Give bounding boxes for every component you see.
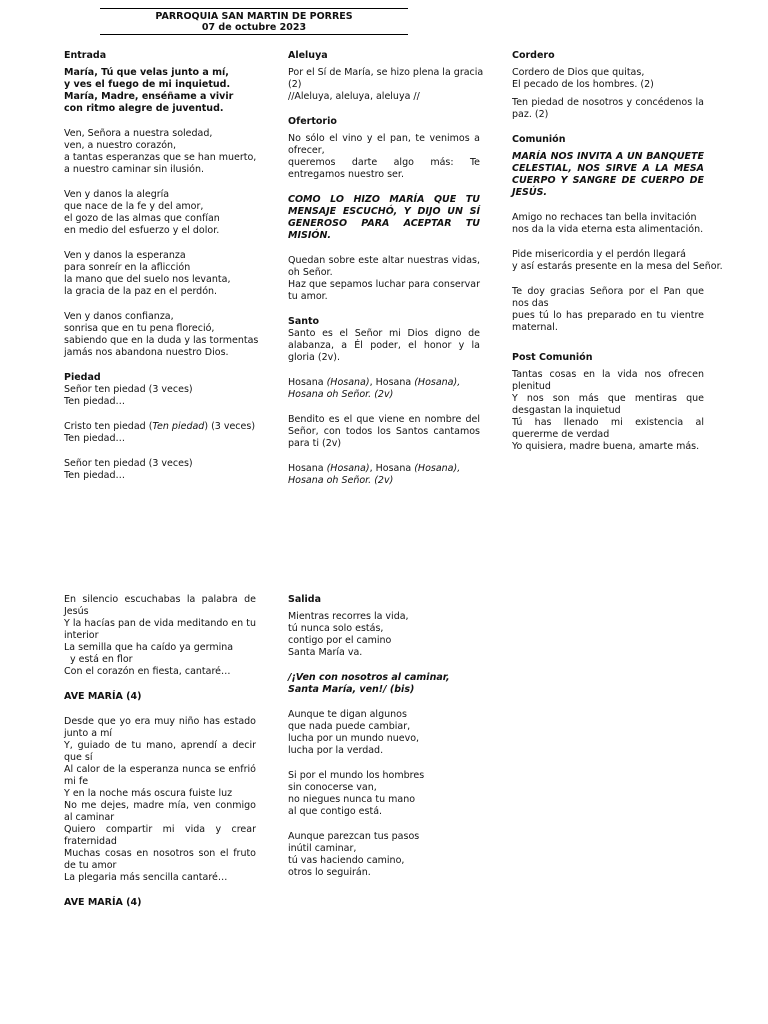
santo-p2: Bendito es el que viene en nombre del Señor, con todos los Santos cantamos para ti (2v) bbox=[288, 414, 480, 449]
line: Cordero de Dios que quitas, bbox=[512, 67, 645, 78]
santo-hosana-1 bbox=[288, 377, 480, 401]
column-left-top bbox=[64, 50, 259, 495]
santo-title: Santo bbox=[288, 316, 320, 327]
line: sonrisa que en tu pena floreció, bbox=[64, 323, 215, 334]
piedad-block-3 bbox=[64, 458, 256, 482]
salida-stanza-3 bbox=[288, 770, 480, 818]
text: (Hosana) bbox=[326, 377, 370, 388]
line: Ven y danos confianza, bbox=[64, 311, 174, 322]
salida-chorus bbox=[288, 672, 480, 696]
line: al que contigo está. bbox=[288, 806, 383, 817]
text: La semilla que ha caído ya germina bbox=[64, 642, 234, 653]
text: (Hosana) bbox=[326, 463, 370, 474]
line: a tantas esperanzas que se han muerto, bbox=[64, 152, 257, 163]
line: nos da la vida eterna esta alimentación. bbox=[512, 224, 704, 235]
aleluya-text bbox=[288, 67, 484, 103]
line: jamás nos abandona nuestro Dios. bbox=[64, 347, 229, 358]
text: Hosana oh Señor. (2v) bbox=[288, 389, 394, 400]
text: Ten piedad bbox=[152, 421, 205, 432]
line: la gracia de la paz en el perdón. bbox=[64, 286, 218, 297]
line: Ven y danos la esperanza bbox=[64, 250, 186, 261]
column-left-bottom bbox=[64, 594, 256, 922]
line: el gozo de las almas que confían bbox=[64, 213, 220, 224]
comunion-stanza-1 bbox=[512, 212, 704, 236]
line: lucha por la verdad. bbox=[288, 745, 384, 756]
text: Tantas cosas en la vida nos ofrecen plenitud bbox=[512, 369, 704, 392]
line: la mano que del suelo nos levanta, bbox=[64, 274, 231, 285]
ofertorio-title: Ofertorio bbox=[288, 116, 337, 127]
line: María, Tú que velas junto a mí, bbox=[64, 67, 229, 78]
entrada-stanza-4 bbox=[64, 311, 259, 359]
line: Señor ten piedad (3 veces) bbox=[64, 458, 193, 469]
santo-p1: Santo es el Señor mi Dios digno de alabanza, a Él poder, el honor y la gloria (2v). bbox=[288, 328, 480, 363]
line: Santa María va. bbox=[288, 647, 363, 658]
text: Hosana bbox=[288, 377, 327, 388]
text: Desde que yo era muy niño has estado junto a mí bbox=[64, 716, 256, 739]
comunion-chorus: MARÍA NOS INVITA A UN BANQUETE CELESTIAL, NOS SIRVE A LA MESA CUERPO Y SANGRE DE CUERPO DE JESÚS. bbox=[512, 151, 704, 198]
ofertorio-chorus: COMO LO HIZO MARÍA QUE TU MENSAJE ESCUCHÓ, Y DIJO UN SÍ GENEROSO PARA ACEPTAR TU MISIÓN. bbox=[288, 194, 480, 241]
text: Y, guiado de tu mano, aprendí a decir que sí bbox=[64, 740, 256, 763]
line: sabiendo que en la duda y las tormentas bbox=[64, 335, 259, 346]
text: Muchas cosas en nosotros son el fruto de tu amor bbox=[64, 848, 256, 871]
text: (Hosana), bbox=[414, 463, 461, 474]
postcomunion-text bbox=[512, 369, 704, 453]
text: En silencio escuchabas la palabra de Jesús bbox=[64, 594, 256, 617]
text: Y la hacías pan de vida meditando en tu interior bbox=[64, 618, 256, 641]
text: , Hosana bbox=[369, 377, 415, 388]
entrada-stanza-1 bbox=[64, 128, 256, 176]
line: (2) bbox=[288, 79, 302, 90]
santo-hosana-2 bbox=[288, 463, 480, 487]
text: Quiero compartir mi vida y crear fraternidad bbox=[64, 824, 256, 847]
comunion-title: Comunión bbox=[512, 134, 566, 145]
avemaria-stanza-2 bbox=[64, 716, 256, 884]
text: y está en flor bbox=[70, 654, 133, 665]
line: no niegues nunca tu mano bbox=[288, 794, 416, 805]
line: a nuestro caminar sin ilusión. bbox=[64, 164, 205, 175]
avemaria-refrain-2: AVE MARÍA (4) bbox=[64, 897, 142, 908]
header bbox=[100, 8, 408, 35]
salida-title: Salida bbox=[288, 594, 321, 605]
line: Amigo no rechaces tan bella invitación bbox=[512, 212, 697, 223]
line: /¡Ven con nosotros al caminar, bbox=[288, 672, 450, 683]
line: Ven y danos la alegría bbox=[64, 189, 170, 200]
line: tú vas haciendo camino, bbox=[288, 855, 405, 866]
line: con ritmo alegre de juventud. bbox=[64, 103, 224, 114]
date: 07 de octubre 2023 bbox=[201, 22, 307, 33]
line: Aunque parezcan tus pasos bbox=[288, 831, 420, 842]
line: tú nunca solo estás, bbox=[288, 623, 384, 634]
text: pues tú lo has preparado en tu vientre maternal. bbox=[512, 310, 704, 333]
line: Ten piedad… bbox=[64, 470, 125, 481]
avemaria-refrain-1: AVE MARÍA (4) bbox=[64, 691, 142, 702]
line: Ten piedad… bbox=[64, 396, 125, 407]
text: Hosana bbox=[288, 463, 327, 474]
column-middle-bottom bbox=[288, 594, 480, 892]
piedad-title: Piedad bbox=[64, 372, 101, 383]
column-right-top bbox=[512, 50, 723, 466]
cordero-text bbox=[512, 67, 704, 91]
line: Pide misericordia y el perdón llegará bbox=[512, 249, 686, 260]
text: Y en la noche más oscura fuiste luz bbox=[64, 788, 233, 799]
text: Quedan sobre este altar nuestras vidas, oh Señor. bbox=[288, 255, 480, 278]
text: La plegaria más sencilla cantaré… bbox=[64, 872, 228, 883]
line: que nada puede cambiar, bbox=[288, 721, 411, 732]
line: que nace de la fe y del amor, bbox=[64, 201, 204, 212]
line: contigo por el camino bbox=[288, 635, 392, 646]
text: Con el corazón en fiesta, cantaré… bbox=[64, 666, 231, 677]
line: otros lo seguirán. bbox=[288, 867, 371, 878]
entrada-title: Entrada bbox=[64, 50, 107, 61]
line: Ten piedad… bbox=[64, 433, 125, 444]
text: Yo quisiera, madre buena, amarte más. bbox=[512, 441, 700, 452]
line: Aunque te digan algunos bbox=[288, 709, 407, 720]
line: //Aleluya, aleluya, aleluya // bbox=[288, 91, 420, 102]
text: ) (3 veces) bbox=[204, 421, 256, 432]
piedad-block-2 bbox=[64, 421, 256, 445]
line: lucha por un mundo nuevo, bbox=[288, 733, 420, 744]
ofertorio-p1 bbox=[288, 133, 480, 181]
line: Mientras recorres la vida, bbox=[288, 611, 409, 622]
line: Si por el mundo los hombres bbox=[288, 770, 425, 781]
ofertorio-p2 bbox=[288, 255, 480, 303]
entrada-stanza-2 bbox=[64, 189, 256, 237]
avemaria-stanza-1 bbox=[64, 594, 256, 678]
cordero-text-2: Ten piedad de nosotros y concédenos la paz. (2) bbox=[512, 97, 704, 120]
text: (Hosana), bbox=[414, 377, 461, 388]
salida-stanza-2 bbox=[288, 709, 480, 757]
line: María, Madre, enséñame a vivir bbox=[64, 91, 234, 102]
text: , Hosana bbox=[369, 463, 415, 474]
line: El pecado de los hombres. (2) bbox=[512, 79, 654, 90]
text: Haz que sepamos luchar para conservar tu amor. bbox=[288, 279, 480, 302]
column-middle-top bbox=[288, 50, 484, 500]
line: Santa María, ven!/ (bis) bbox=[288, 684, 415, 695]
line: para sonreír en la aflicción bbox=[64, 262, 191, 273]
aleluya-title: Aleluya bbox=[288, 50, 328, 61]
postcomunion-title: Post Comunión bbox=[512, 352, 593, 363]
cordero-title: Cordero bbox=[512, 50, 555, 61]
text: No me dejes, madre mía, ven conmigo al caminar bbox=[64, 800, 256, 823]
line: en medio del esfuerzo y el dolor. bbox=[64, 225, 220, 236]
text: Hosana oh Señor. (2v) bbox=[288, 475, 394, 486]
line: ven, a nuestro corazón, bbox=[64, 140, 177, 151]
line bbox=[64, 421, 256, 433]
line: y así estarás presente en la mesa del Señor. bbox=[512, 261, 723, 272]
salida-stanza-4 bbox=[288, 831, 480, 879]
line: y ves el fuego de mi inquietud. bbox=[64, 79, 231, 90]
line: inútil caminar, bbox=[288, 843, 357, 854]
text: No sólo el vino y el pan, te venimos a ofrecer, bbox=[288, 133, 480, 156]
salida-stanza-1 bbox=[288, 611, 480, 659]
text: Te doy gracias Señora por el Pan que nos das bbox=[512, 286, 704, 309]
entrada-stanza-3 bbox=[64, 250, 256, 298]
comunion-stanza-3 bbox=[512, 286, 704, 334]
piedad-block-1 bbox=[64, 384, 256, 408]
text: queremos darte algo más: Te entregamos nuestro ser. bbox=[288, 157, 480, 180]
line: Por el Sí de María, se hizo plena la gracia bbox=[288, 67, 484, 78]
entrada-chorus bbox=[64, 67, 256, 115]
text: Tú has llenado mi existencia al quererme de verdad bbox=[512, 417, 704, 440]
comunion-stanza-2 bbox=[512, 249, 723, 273]
text: Y nos son más que mentiras que desgastan la inquietud bbox=[512, 393, 704, 416]
line: Señor ten piedad (3 veces) bbox=[64, 384, 193, 395]
line: Ven, Señora a nuestra soledad, bbox=[64, 128, 213, 139]
line: sin conocerse van, bbox=[288, 782, 377, 793]
parish-name: PARROQUIA SAN MARTIN DE PORRES bbox=[155, 11, 353, 22]
text: Cristo ten piedad ( bbox=[64, 421, 153, 432]
text: Al calor de la esperanza nunca se enfrió mi fe bbox=[64, 764, 256, 787]
